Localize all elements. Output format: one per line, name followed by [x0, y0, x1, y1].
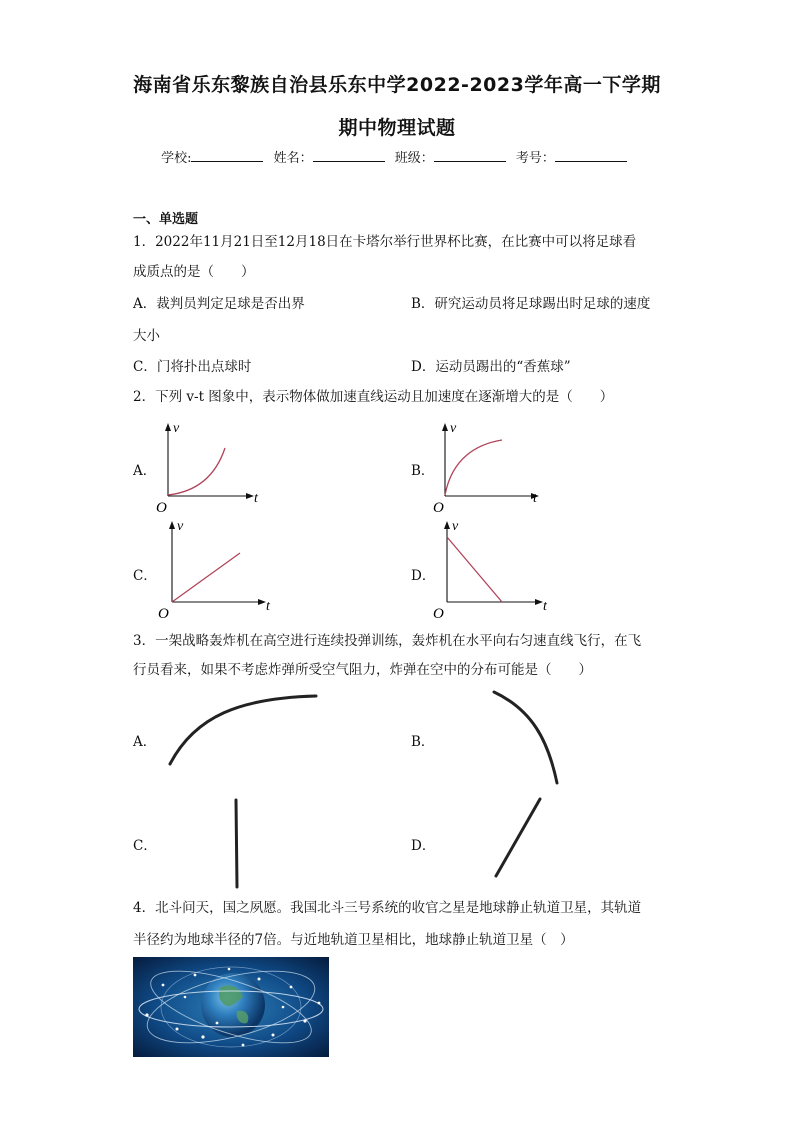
q2-graph-d — [427, 516, 557, 618]
origin-label: O — [156, 500, 167, 516]
v-axis-label: v — [173, 421, 180, 436]
q2-stem: 2．下列 v-t 图象中，表示物体做加速直线运动且加速度在逐渐增大的是（ ） — [133, 389, 614, 405]
origin-label: O — [158, 606, 169, 618]
q2-graph-c — [150, 516, 280, 618]
section-title: 一、单选题 — [133, 212, 199, 227]
q1-option-c: C．门将扑出点球时 — [133, 359, 252, 375]
q2-vt-curve — [445, 440, 502, 495]
t-axis-label: t — [254, 491, 258, 506]
q1-stem-line2: 成质点的是（ ） — [133, 264, 255, 280]
q3-label-b: B． — [411, 734, 435, 750]
v-axis-label: v — [177, 519, 184, 534]
q3-curve-a — [170, 696, 316, 764]
q2-label-b: B． — [411, 463, 435, 479]
q3-line-c — [236, 800, 237, 887]
exam-title-line2: 期中物理试题 — [338, 117, 456, 139]
q2-label-c: C． — [133, 568, 157, 584]
beidou-satellite-image — [133, 957, 329, 1057]
student-info-row — [0, 147, 794, 166]
q2-label-a: A． — [133, 463, 157, 479]
q2-label-d: D． — [411, 568, 436, 584]
class-blank — [434, 149, 506, 162]
q2-vt-curve — [172, 553, 240, 602]
exam-title-line1: 海南省乐东黎族自治县乐东中学2022-2023学年高一下学期 — [133, 74, 661, 96]
q1-stem-line1: 1．2022年11月21日至12月18日在卡塔尔举行世界杯比赛，在比赛中可以将足球看 — [133, 234, 637, 250]
name-blank — [313, 149, 385, 162]
school-blank — [191, 149, 263, 162]
q1-option-b: B．研究运动员将足球踢出时足球的速度 — [411, 296, 651, 312]
v-axis-label: v — [450, 421, 457, 436]
origin-label: O — [433, 606, 444, 618]
q2-vt-curve — [447, 537, 502, 602]
exam-number-label: 考号： — [515, 151, 555, 166]
origin-label: O — [433, 500, 444, 516]
school-label: 学校: — [161, 151, 192, 166]
q3-label-c: C． — [133, 838, 157, 854]
t-axis-label: t — [533, 491, 537, 506]
exam-number-blank — [555, 149, 627, 162]
q2-graph-a — [150, 418, 270, 516]
class-label: 班级： — [394, 151, 434, 166]
t-axis-label: t — [266, 599, 270, 614]
q4-stem-line1: 4．北斗问天，国之夙愿。我国北斗三号系统的收官之星是地球静止轨道卫星，其轨道 — [133, 900, 642, 916]
q3-stem-line1: 3．一架战略轰炸机在高空进行连续投弹训练，轰炸机在水平向右匀速直线飞行，在飞 — [133, 633, 642, 649]
q1-option-b-cont: 大小 — [133, 328, 160, 344]
q1-option-d: D．运动员踢出的“香蕉球” — [411, 359, 571, 375]
q2-vt-curve — [168, 448, 225, 495]
q2-graph-b — [427, 418, 552, 516]
q1-option-a: A．裁判员判定足球是否出界 — [133, 296, 305, 312]
name-label: 姓名： — [273, 151, 313, 166]
v-axis-label: v — [452, 519, 459, 534]
q3-line-d — [496, 799, 540, 876]
q3-label-a: A． — [133, 734, 157, 750]
t-axis-label: t — [543, 599, 547, 614]
q3-stem-line2: 行员看来，如果不考虑炸弹所受空气阻力，炸弹在空中的分布可能是（ ） — [133, 662, 592, 678]
q3-bomb-trajectories — [0, 680, 794, 895]
q4-stem-line2: 半径约为地球半径的7倍。与近地轨道卫星相比，地球静止轨道卫星（ ） — [133, 932, 574, 948]
q3-label-d: D． — [411, 838, 436, 854]
q3-curve-b — [494, 692, 557, 783]
